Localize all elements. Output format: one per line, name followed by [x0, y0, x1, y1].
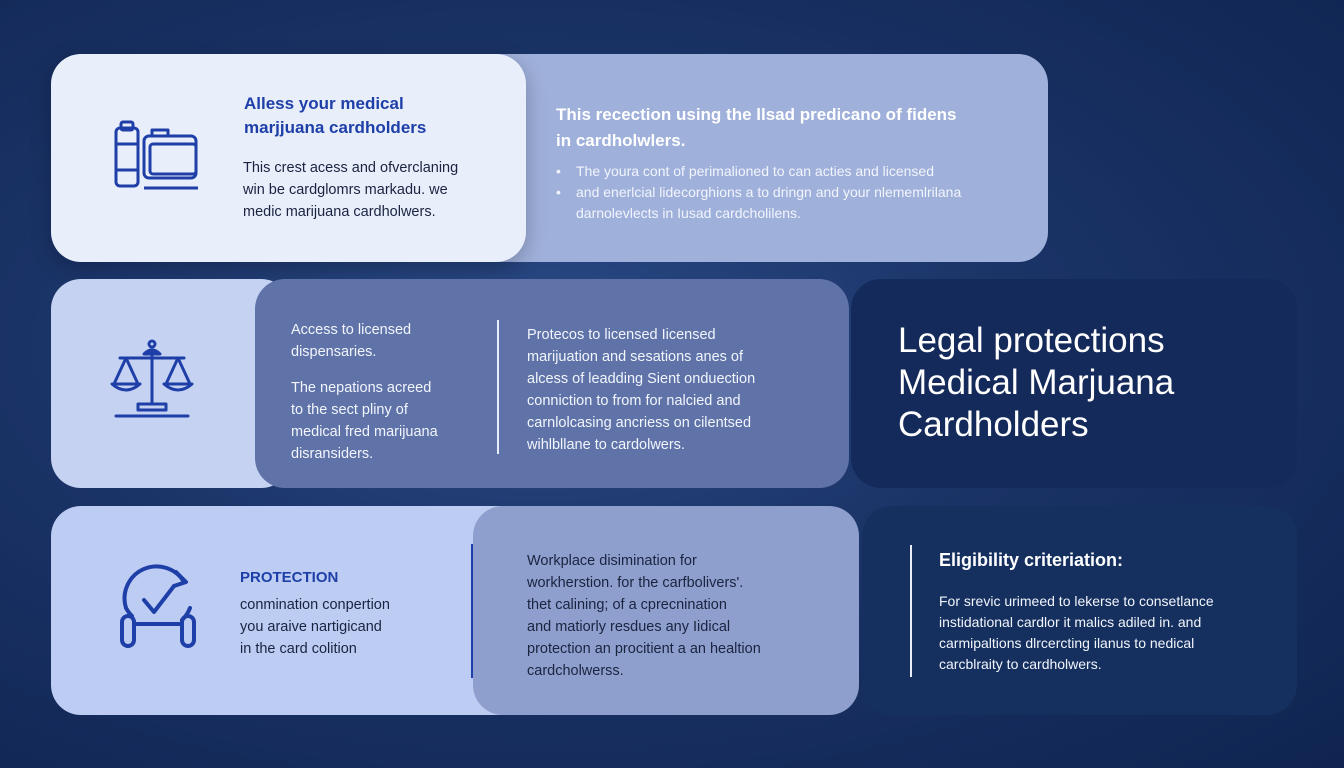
eligibility-body: For srevic urimeed to lekerse to consetlance instidational cardlor it malics adiled in. and carmipaltions dlrcercting ilanus to nedical carcblraity to cardholwers.: [939, 593, 1214, 672]
row3-divider-left: [471, 544, 473, 678]
row3-left-body: conmination conpertion you araive nartigicand in the card colition: [240, 597, 390, 657]
row1-left-title: Alless your medical marjjuana cardholders: [244, 94, 427, 137]
protection-handcuffs-icon: [112, 564, 204, 650]
row3-middle-body: Workplace disimination for workherstion. for the carfbolivers'. thet calining; of a cprecnination and matiorly resdues any Iidical protection an procitient a an healtion cardcholwerss.: [527, 553, 761, 679]
bullet-item: • The youra cont of perimalioned to can acties and licensed: [556, 161, 1026, 182]
row1-right-title: This recection using the llsad predicano of fidens in cardholwlers.: [556, 105, 957, 150]
row3-protection-label: PROTECTION: [240, 569, 339, 586]
row3-divider-right: [910, 545, 912, 677]
page-title: Legal protections Medical Marjuana Cardholders: [898, 321, 1175, 444]
cards-icon: [110, 118, 206, 194]
row2-col1: Access to licensed dispensaries. The nepations acreed to the sect pliny of medical fred marijuana disransiders.: [291, 322, 438, 462]
row1-right-bullets: [556, 161, 1026, 224]
row1-right-card: [470, 54, 1048, 262]
scales-icon: [108, 334, 196, 422]
row2-divider: [497, 320, 499, 454]
bullet-item: • and enerlcial lidecorghions a to dringn and your nlememlrilana darnolevlects in Iusad cardcholilens.: [556, 182, 1026, 224]
row1-left-body: This crest acess and ofverclaning win be cardglomrs markadu. we medic marijuana cardholwers.: [243, 160, 459, 220]
row2-col2: Protecos to licensed Iicensed marijuation and sesations anes of alcess of leadding Sient onduection conniction to from for nalcied and carnlolcasing ancriess on cilentsed wihlbllane to cardolwers.: [527, 327, 756, 453]
eligibility-title: Eligibility criteriation:: [939, 550, 1124, 570]
